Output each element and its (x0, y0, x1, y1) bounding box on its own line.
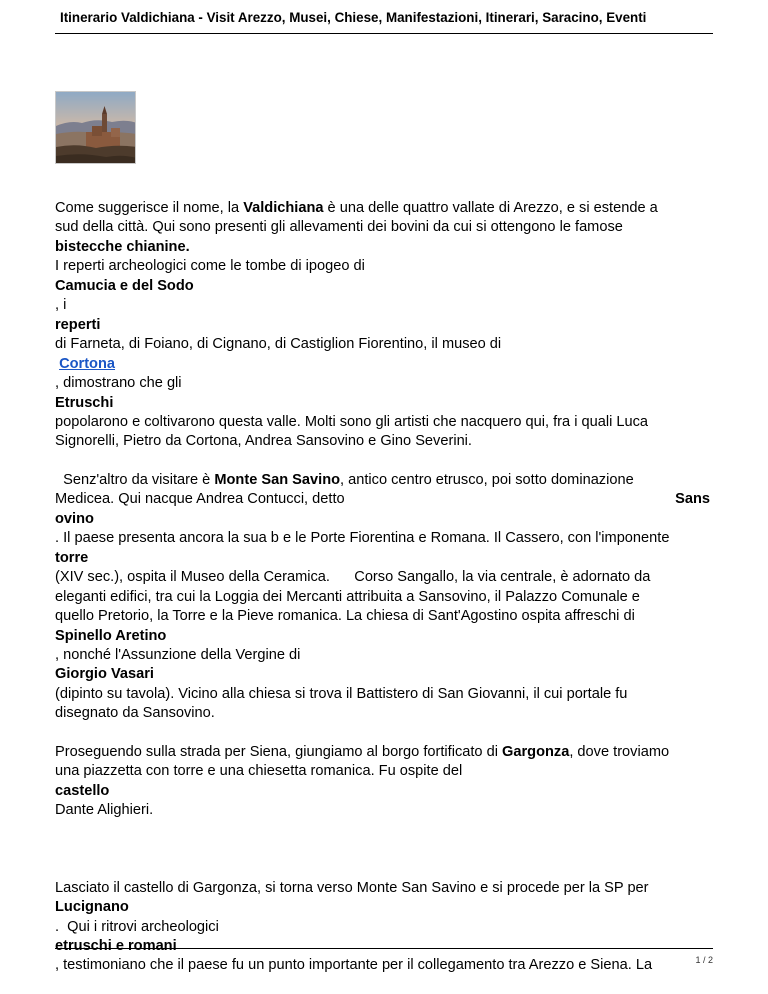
header-divider (55, 33, 713, 34)
paragraph-valdichiana-intro (55, 199, 715, 452)
paragraph-gargonza (55, 743, 715, 821)
text-run: Come suggerisce il nome, la (55, 200, 244, 216)
text-line: I reperti archeologici come le tombe di ipogeo di (55, 258, 365, 275)
text-line: (dipinto su tavola). Vicino alla chiesa si trova il Battistero di San Giovanni, il cui portale fu (55, 685, 628, 702)
text-line (55, 355, 715, 374)
text-line: di Farneta, di Foiano, di Cignano, di Castiglion Fiorentino, il museo di (55, 336, 502, 353)
paragraph-spacer (55, 452, 715, 471)
text-line: quello Pretorio, la Torre e la Pieve romanica. La chiesa di Sant'Agostino ospita affreschi di (55, 608, 635, 625)
paragraph-spacer (55, 821, 715, 879)
bold-term-bistecche: bistecche chianine. (55, 238, 190, 255)
text-run: , dove troviamo (569, 743, 670, 760)
bold-term-giorgio-vasari: Giorgio Vasari (55, 666, 154, 683)
paragraph-monte-san-savino (55, 471, 715, 724)
text-line: disegnato da Sansovino. (55, 705, 215, 722)
text-run: Medicea. Qui nacque Andrea Contucci, detto (55, 491, 345, 508)
bold-term-gargonza: Gargonza (502, 743, 570, 760)
text-line (55, 743, 715, 762)
text-line: popolarono e coltivarono questa valle. Molti sono gli artisti che nacquero qui, fra i quali Luca (55, 413, 649, 430)
text-line: Lasciato il castello di Gargonza, si torna verso Monte San Savino e si procede per la SP per (55, 879, 649, 896)
article-body (55, 199, 715, 976)
bold-term-lucignano: Lucignano (55, 899, 129, 916)
valdichiana-thumbnail-image (55, 91, 136, 164)
text-run: Proseguendo sulla strada per Siena, giungiamo al borgo fortificato di (55, 743, 503, 760)
text-line: una piazzetta con torre e una chiesetta romanica. Fu ospite del (55, 763, 463, 780)
bold-term-etruschi-romani: etruschi e romani (55, 937, 177, 954)
bold-term-sans: Sans (675, 491, 710, 508)
text-line: sud della città. Qui sono presenti gli allevamenti dei bovini da cui si ottengono le famose (55, 219, 623, 236)
paragraph-spacer (55, 724, 715, 743)
cortona-link[interactable]: Cortona (59, 355, 116, 372)
text-line: Dante Alighieri. (55, 802, 154, 819)
text-line: Signorelli, Pietro da Cortona, Andrea Sansovino e Gino Severini. (55, 433, 472, 450)
text-run: Senz'altro da visitare è (55, 471, 215, 488)
bold-term-etruschi: Etruschi (55, 394, 114, 411)
bold-term-reperti: reperti (55, 316, 101, 333)
text-run: è una delle quattro vallate di Arezzo, e si estende a (323, 200, 658, 216)
bold-term-ovino: ovino (55, 510, 94, 527)
text-line: , dimostrano che gli (55, 375, 182, 392)
text-line (55, 471, 715, 490)
footer-divider (55, 948, 713, 949)
page-number: 1 / 2 (695, 955, 713, 965)
landscape-tower-photo (56, 92, 136, 164)
text-line: , i (55, 297, 67, 314)
text-line: . Il paese presenta ancora la sua b e le Porte Fiorentina e Romana. Il Cassero, con l'imponente (55, 530, 670, 547)
text-line: eleganti edifici, tra cui la Loggia dei Mercanti attribuita a Sansovino, il Palazzo Comunale e (55, 588, 640, 605)
bold-term-monte-san-savino: Monte San Savino (214, 471, 341, 488)
text-line: (XIV sec.), ospita il Museo della Ceramica. Corso Sangallo, la via centrale, è adornato da (55, 569, 651, 586)
document-header-title: Itinerario Valdichiana - Visit Arezzo, Musei, Chiese, Manifestazioni, Itinerari, Saracino, Eventi (60, 10, 647, 25)
bold-term-torre: torre (55, 549, 89, 566)
bold-term-castello: castello (55, 782, 110, 799)
text-run: , antico centro etrusco, poi sotto dominazione (340, 471, 634, 488)
paragraph-lucignano (55, 879, 715, 976)
text-line: , nonché l'Assunzione della Vergine di (55, 646, 301, 663)
text-line: , testimoniano che il paese fu un punto importante per il collegamento tra Arezzo e Siena. La (55, 957, 653, 974)
bold-term-spinello-aretino: Spinello Aretino (55, 627, 167, 644)
text-line (55, 490, 710, 509)
bold-term-valdichiana: Valdichiana (243, 200, 324, 216)
text-line: . Qui i ritrovi archeologici (55, 918, 219, 935)
text-line (55, 199, 715, 218)
bold-term-camucia: Camucia e del Sodo (55, 277, 194, 294)
